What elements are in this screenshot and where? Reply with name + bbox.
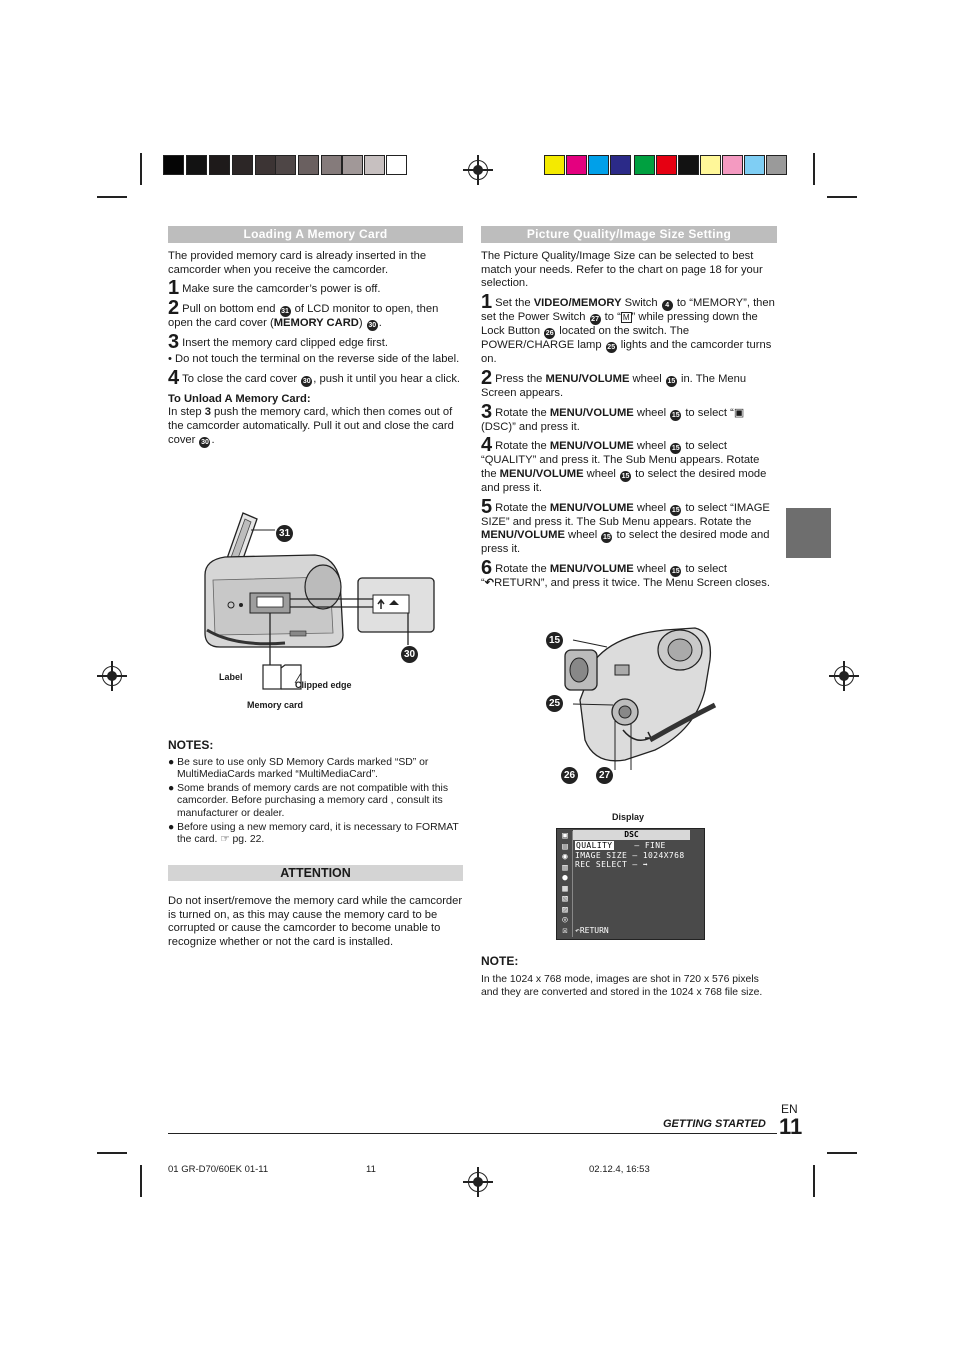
right-column (481, 226, 777, 595)
return-icon: ↶ (484, 577, 495, 590)
section-header: Loading A Memory Card (168, 226, 463, 243)
menu-icon: ▥ (562, 862, 568, 873)
callout-30: 30 (401, 646, 418, 663)
label-caption: Label (219, 672, 243, 682)
camcorder-card-slot-illustration (195, 505, 445, 725)
menu-icon: ☒ (562, 925, 568, 936)
attention-text: Do not insert/remove the memory card while the camcorder is turned on, as this may cause the memory card to be corrupted or cause the camcorder to become unable to recognize whether or not the card is installed. (168, 894, 463, 948)
quality-item[interactable]: QUALITY (576, 841, 613, 850)
registration-mark-icon (468, 160, 488, 180)
print-timestamp: 02.12.4, 16:53 (589, 1164, 650, 1175)
intro-text: The provided memory card is already inserted in the camcorder when you receive the camcorder. (168, 250, 427, 276)
menu-screen-display (556, 828, 705, 940)
image-size-item[interactable]: IMAGE SIZE (575, 850, 628, 860)
registration-mark-icon (102, 666, 122, 686)
memory-card-caption: Memory card (247, 700, 304, 710)
menu-icon: ▤ (562, 841, 568, 852)
menu-icons-column (558, 831, 573, 937)
callout-26: 26 (561, 767, 578, 784)
callout-15: 15 (546, 632, 563, 649)
step-3: 3 Insert the memory card clipped edge first. (168, 331, 388, 354)
notes-title: NOTES: (168, 738, 214, 752)
registration-mark-icon (834, 666, 854, 686)
crop-mark (140, 153, 142, 185)
screen-title: DSC (573, 830, 690, 840)
attention-header: ATTENTION (168, 865, 463, 881)
right-note (481, 951, 777, 1003)
step-5: 5 Rotate the MENU/VOLUME wheel 15 to select “IMAGE SIZE” and press it. The Sub Menu appears. Rotate the MENU/VOLUME wheel 15 to select the desired mode and press it. (481, 495, 770, 556)
callout-25: 25 (546, 695, 563, 712)
step-3-note: • Do not touch the terminal on the reverse side of the label. (168, 352, 460, 365)
note-text: In the 1024 x 768 mode, images are shot in 720 x 576 pixels and they are converted and stored in the 1024 x 768 file size. (481, 973, 763, 998)
section-thumb-tab (786, 508, 831, 558)
note-title: NOTE: (481, 954, 519, 968)
display-caption: Display (612, 812, 645, 822)
crop-mark (813, 153, 815, 185)
return-item[interactable]: ↶RETURN (575, 926, 609, 935)
menu-icon: ◉ (562, 852, 568, 862)
section-name: GETTING STARTED (663, 1118, 766, 1130)
crop-mark (97, 1152, 127, 1154)
menu-icon: ▦ (562, 883, 568, 894)
step-1: 1 Set the VIDEO/MEMORY Switch 4 to “MEMORY”, then set the Power Switch 27 to “ M ” while pressing down the Lock Button 26 located on the switch. The POWER/CHARGE lamp 25 lights and the camcorder turns on. (481, 291, 775, 366)
step-4: 4 To close the card cover 30 , push it until you hear a click. (168, 366, 461, 389)
crop-mark (827, 1152, 857, 1154)
note-item: ● Before using a new memory card, it is necessary to FORMAT the card. ☞ pg. 22. (168, 821, 459, 846)
rec-select-item[interactable]: REC SELECT (575, 860, 628, 869)
clipped-edge-caption: Clipped edge (295, 680, 352, 690)
menu-icon: ◎ (562, 915, 568, 925)
registration-mark-icon (468, 1172, 488, 1192)
language-code: EN (781, 1102, 798, 1116)
callout-31: 31 (276, 525, 293, 542)
note-item: ● Some brands of memory cards are not compatible with this camcorder. Before purchasing a memory card , consult its manufacturer or dealer. (168, 782, 449, 820)
step-2: 2 Pull on bottom end 31 of LCD monitor to open, then open the card cover (MEMORY CARD) 30 . (168, 297, 439, 330)
sheet-number: 11 (366, 1164, 376, 1175)
unload-title: To Unload A Memory Card: (168, 392, 311, 405)
page-number: 11 (779, 1114, 803, 1139)
notes-section (168, 735, 463, 954)
step-4: 4 Rotate the MENU/VOLUME wheel 15 to select “QUALITY” and press it. The Sub Menu appears. Rotate the MENU/VOLUME wheel 15 to select the desired mode and press it. (481, 434, 767, 494)
crop-mark (140, 1165, 142, 1197)
section-header: Picture Quality/Image Size Setting (481, 226, 777, 243)
menu-icon: ● (562, 873, 568, 883)
unload-text: In step 3 push the memory card, which then comes out of the camcorder automatically. Pull it out and close the card cover 30 . (168, 406, 454, 446)
menu-icon: ▣ (562, 831, 568, 841)
step-3: 3 Rotate the MENU/VOLUME wheel 15 to select “▣ (DSC)” and press it. (481, 400, 745, 433)
crop-mark (813, 1165, 815, 1197)
menu-icon: ▨ (562, 904, 568, 915)
intro-text: The Picture Quality/Image Size can be selected to best match your needs. Refer to the chart on page 18 for your selection. (481, 250, 763, 290)
camcorder-rear-illustration (555, 620, 725, 770)
dsc-icon: ▣ (733, 406, 745, 419)
note-item: ● Be sure to use only SD Memory Cards marked “SD” or MultiMediaCards marked “MultiMediaCard”. (168, 756, 429, 781)
screen-menu-rows: QUALITY – FINE IMAGE SIZE – 1024X768 REC SELECT – ➡ (575, 841, 685, 869)
footer-rule (168, 1133, 777, 1134)
crop-mark (97, 196, 127, 198)
callout-27: 27 (596, 767, 613, 784)
step-6: 6 Rotate the MENU/VOLUME wheel 15 to select “↶RETURN”, and press it twice. The Menu Screen closes. (481, 557, 770, 590)
step-1: 1 Make sure the camcorder’s power is off. (168, 277, 381, 300)
menu-icon: ▧ (562, 894, 568, 904)
left-column (168, 226, 463, 452)
file-id: 01 GR-D70/60EK 01-11 (168, 1164, 269, 1175)
crop-mark (827, 196, 857, 198)
step-2: 2 Press the MENU/VOLUME wheel 15 in. The Menu Screen appears. (481, 366, 747, 399)
